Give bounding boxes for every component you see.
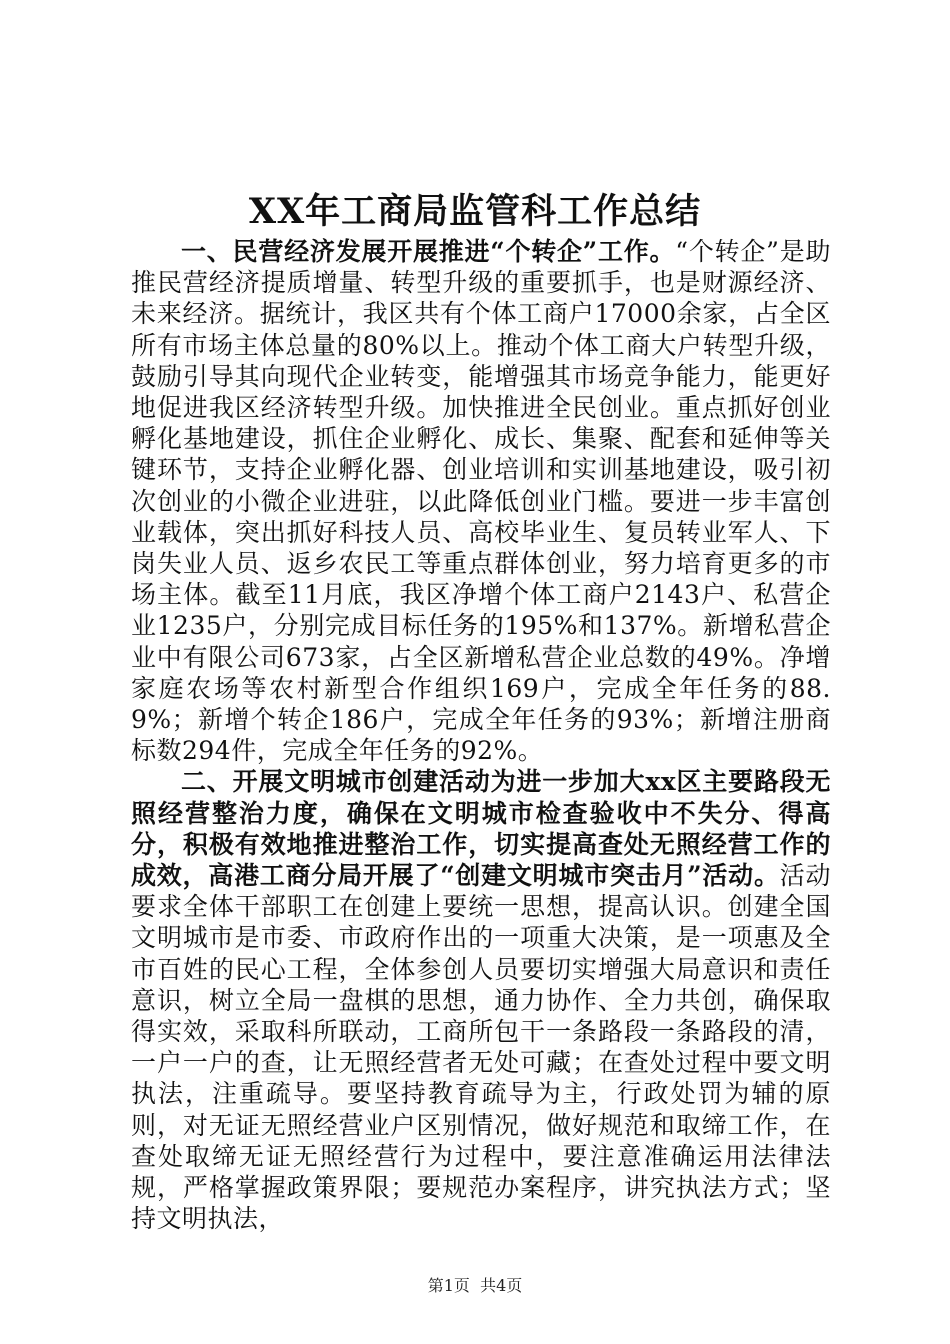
page-footer: [0, 1275, 950, 1297]
page-total: 共4页: [480, 1276, 523, 1295]
page-number: 第1页: [427, 1276, 470, 1295]
paragraph-1: [131, 236, 831, 766]
paragraph-1-text: “个转企”是助推民营经济提质增量、转型升级的重要抓手，也是财源经济、未来经济。据统计，我区共有个体工商户17000余家，占全区所有市场主体总量的80%以上。推动个体工商大户转型升级，鼓励引导其向现代企业转变，能增强其市场竞争能力，能更好地促进我区经济转型升级。加快推进全民创业。重点抓好创业孵化基地建设，抓住企业孵化、成长、集聚、配套和延伸等关键环节，支持企业孵化器、创业培训和实训基地建设，吸引初次创业的小微企业进驻，以此降低创业门槛。要进一步丰富创业载体，突出抓好科技人员、高校毕业生、复员转业军人、下岗失业人员、返乡农民工等重点群体创业，努力培育更多的市场主体。截至11月底，我区净增个体工商户2143户、私营企业1235户，分别完成目标任务的195%和137%。新增私营企业中有限公司673家，占全区新增私营企业总数的49%。净增家庭农场等农村新型合作组织169户，完成全年任务的88.9%；新增个转企186户，完成全年任务的93%；新增注册商标数294件，完成全年任务的92%。: [131, 237, 831, 766]
paragraph-2: [131, 766, 831, 1234]
paragraph-2-heading: 二、开展文明城市创建活动为进一步加大xx区主要路段无照经营整治力度，确保在文明城市检查验收中不失分、得高分，积极有效地推进整治工作，切实提高查处无照经营工作的成效，高港工商分局开展了“创建文明城市突击月”活动。: [131, 767, 831, 891]
paragraph-1-heading: 一、民营经济发展开展推进“个转企”工作。: [181, 237, 676, 266]
paragraph-2-text: 活动要求全体干部职工在创建上要统一思想，提高认识。创建全国文明城市是市委、市政府作出的一项重大决策，是一项惠及全市百姓的民心工程，全体参创人员要切实增强大局意识和责任意识，树立全局一盘棋的思想，通力协作、全力共创，确保取得实效，采取科所联动，工商所包干一条路段一条路段的清，一户一户的查，让无照经营者无处可藏；在查处过程中要文明执法，注重疏导。要坚持教育疏导为主，行政处罚为辅的原则，对无证无照经营业户区别情况，做好规范和取缔工作，在查处取缔无证无照经营行为过程中，要注意准确运用法律法规，严格掌握政策界限；要规范办案程序，讲究执法方式；坚持文明执法，: [131, 861, 831, 1234]
document-body: [131, 236, 831, 1235]
document-title: XX年工商局监管科工作总结: [248, 191, 702, 232]
